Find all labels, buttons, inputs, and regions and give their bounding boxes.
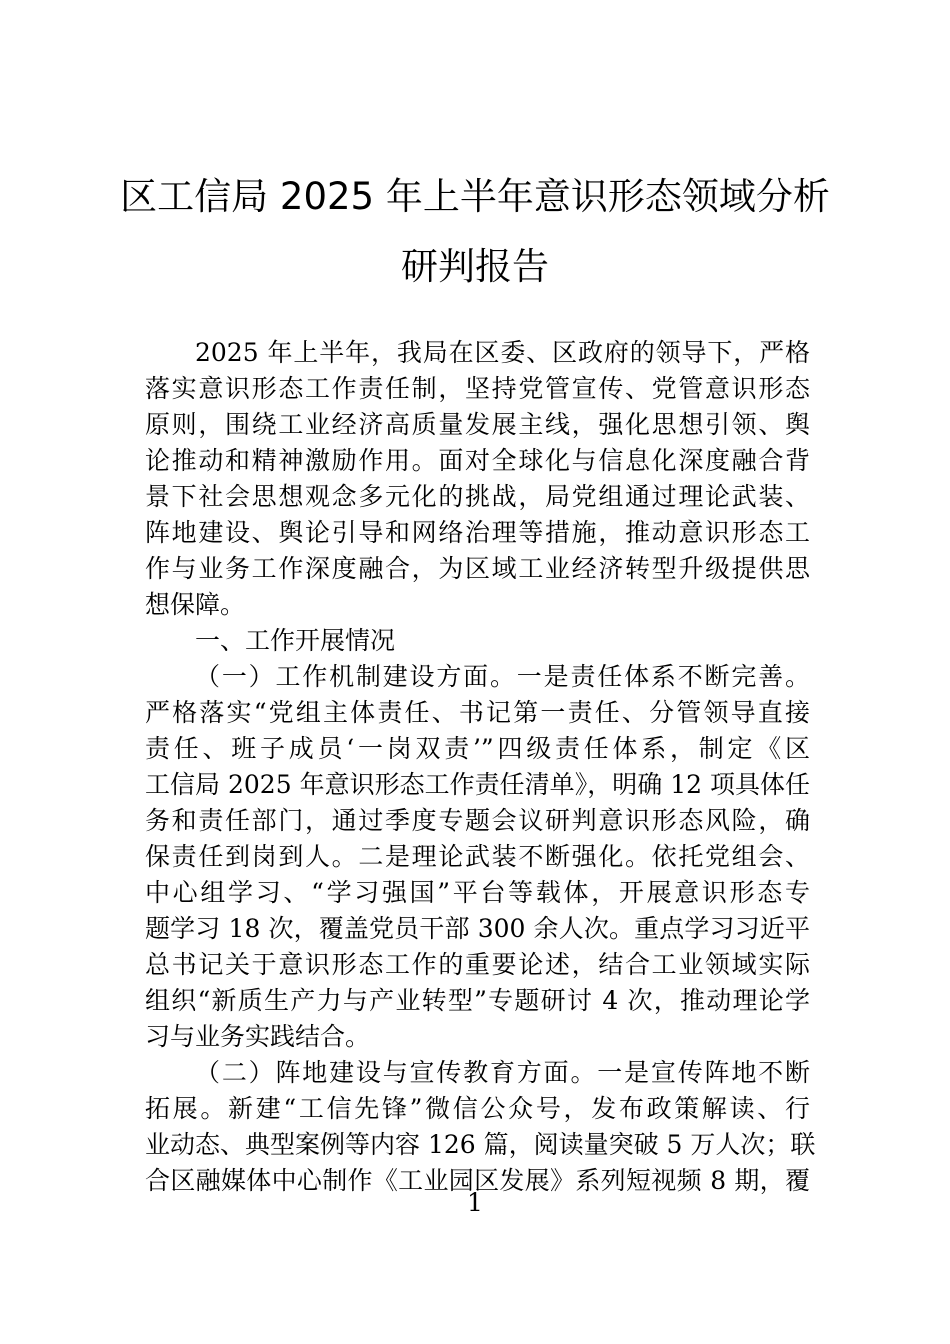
paragraph-line: 论推动和精神激励作用。面对全球化与信息化深度融合背 xyxy=(145,446,810,475)
document-title-line-2: 研判报告 xyxy=(401,245,549,288)
paragraph-line: 组织“新质生产力与产业转型”专题研讨 4 次，推动理论学 xyxy=(145,986,810,1015)
paragraph-line: 总书记关于意识形态工作的重要论述，结合工业领域实际 xyxy=(145,950,810,979)
page-number: 1 xyxy=(467,1188,483,1217)
paragraph-line: （二）阵地建设与宣传教育方面。一是宣传阵地不断 xyxy=(195,1058,810,1087)
paragraph-line: 落实意识形态工作责任制，坚持党管宣传、党管意识形态 xyxy=(145,374,810,403)
paragraph-line: 工信局 2025 年意识形态工作责任清单》，明确 12 项具体任 xyxy=(145,770,810,799)
paragraph-line: 合区融媒体中心制作《工业园区发展》系列短视频 8 期，覆 xyxy=(145,1166,810,1195)
paragraph-line: 严格落实“党组主体责任、书记第一责任、分管领导直接 xyxy=(145,698,810,727)
paragraph-line: 中心组学习、“学习强国”平台等载体，开展意识形态专 xyxy=(145,878,810,907)
paragraph-line: 作与业务工作深度融合，为区域工业经济转型升级提供思 xyxy=(145,554,810,583)
paragraph-line: 景下社会思想观念多元化的挑战，局党组通过理论武装、 xyxy=(145,482,810,511)
paragraph-line: 务和责任部门，通过季度专题会议研判意识形态风险，确 xyxy=(145,806,810,835)
document-body xyxy=(145,335,816,1199)
paragraph-line: 拓展。新建“工信先锋”微信公众号，发布政策解读、行 xyxy=(145,1094,810,1123)
paragraph-line: 责任、班子成员‘一岗双责’”四级责任体系，制定《区 xyxy=(145,734,810,763)
section-heading: 一、工作开展情况 xyxy=(195,626,396,655)
paragraph-line: 阵地建设、舆论引导和网络治理等措施，推动意识形态工 xyxy=(145,518,810,547)
paragraph-line: 保责任到岗到人。二是理论武装不断强化。依托党组会、 xyxy=(145,842,810,871)
paragraph-line: 想保障。 xyxy=(145,590,246,619)
paragraph-line: 习与业务实践结合。 xyxy=(145,1022,371,1051)
paragraph-line: 2025 年上半年，我局在区委、区政府的领导下，严格 xyxy=(195,338,810,367)
paragraph-line: 题学习 18 次，覆盖党员干部 300 余人次。重点学习习近平 xyxy=(145,914,810,943)
document-title-line-1: 区工信局 2025 年上半年意识形态领域分析 xyxy=(120,175,830,218)
paragraph-line: 业动态、典型案例等内容 126 篇，阅读量突破 5 万人次；联 xyxy=(145,1130,816,1159)
paragraph-line: 原则，围绕工业经济高质量发展主线，强化思想引领、舆 xyxy=(145,410,810,439)
paragraph-line: （一）工作机制建设方面。一是责任体系不断完善。 xyxy=(195,662,810,691)
